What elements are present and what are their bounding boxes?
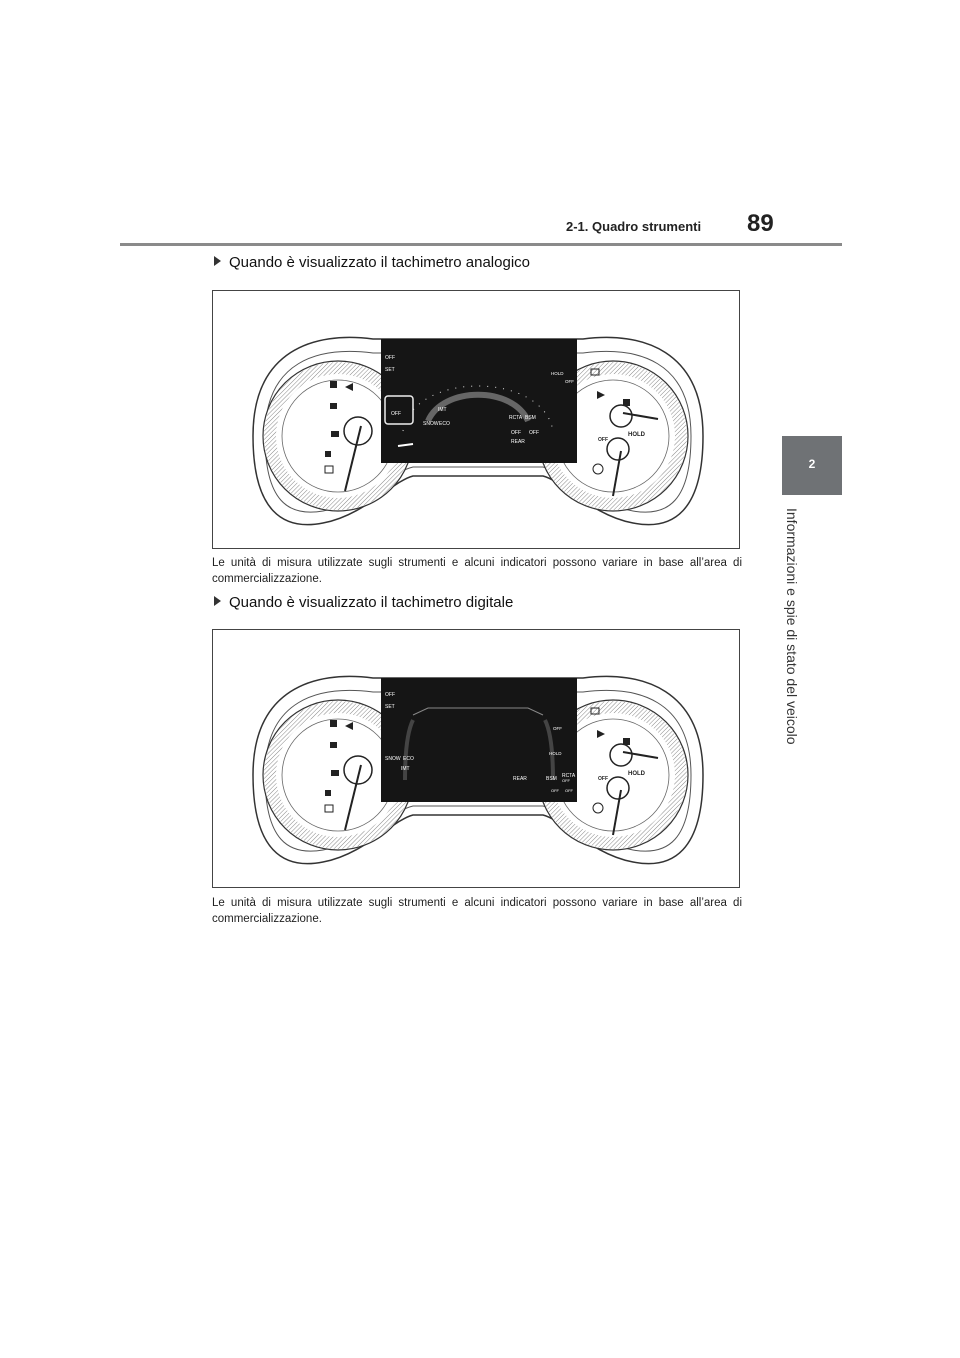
display-label: OFF [529, 430, 539, 436]
display-label: OFF [551, 788, 559, 793]
display-label: OFF [553, 726, 562, 731]
display-label: SET [385, 704, 395, 710]
gauge-label-off: OFF [598, 437, 608, 443]
display-label: SNOW [385, 756, 401, 762]
display-label: OFF [565, 788, 573, 793]
section-heading-analog [214, 254, 530, 271]
display-label: ECO [403, 756, 414, 762]
display-label: SNOW [423, 421, 439, 427]
display-label: ECO [439, 421, 450, 427]
display-label: REAR [513, 776, 527, 782]
cluster-figure-analog [212, 290, 740, 549]
display-label: OFF [385, 355, 395, 361]
triangle-bullet-icon [214, 596, 221, 606]
running-header-section: 2-1. Quadro strumenti [566, 219, 702, 234]
section-heading-text: Quando è visualizzato il tachimetro digitale [229, 594, 514, 611]
instrument-cluster-illustration [213, 291, 741, 550]
triangle-bullet-icon [214, 256, 221, 266]
display-label: OFF [391, 411, 401, 417]
display-label: OFF [385, 692, 395, 698]
figure-caption-digital: Le unità di misura utilizzate sugli strumenti e alcuni indicatori possono variare in base all’area di commercializzazione. [212, 897, 742, 925]
display-label: BSM [546, 776, 557, 782]
display-label: OFF [565, 379, 574, 384]
instrument-cluster-illustration [213, 630, 741, 889]
display-label: SET [385, 367, 395, 373]
header-divider [120, 243, 842, 246]
page-number: 89 [747, 210, 774, 237]
chapter-number: 2 [808, 457, 816, 471]
cluster-figure-digital [212, 629, 740, 888]
display-label: HOLD [549, 751, 562, 756]
display-label: HOLD [551, 371, 564, 376]
display-label: IMT [438, 407, 447, 413]
display-label: OFF [562, 778, 570, 783]
gauge-label-hold: HOLD [628, 771, 645, 777]
display-label: REAR [511, 439, 525, 445]
display-label: RCTA [509, 415, 523, 421]
section-heading-digital [214, 594, 513, 611]
figure-caption-analog: Le unità di misura utilizzate sugli strumenti e alcuni indicatori possono variare in base all’area di commercializzazione. [212, 557, 742, 585]
gauge-label-hold: HOLD [628, 432, 645, 438]
display-label: OFF [511, 430, 521, 436]
display-label: IMT [401, 766, 410, 772]
chapter-title: Informazioni e spie di stato del veicolo [784, 508, 800, 745]
section-heading-text: Quando è visualizzato il tachimetro analogico [229, 254, 531, 271]
gauge-label-off: OFF [598, 776, 608, 782]
chapter-tab [782, 436, 842, 495]
display-label: BSM [525, 415, 536, 421]
display-label: RCTA [562, 773, 576, 779]
